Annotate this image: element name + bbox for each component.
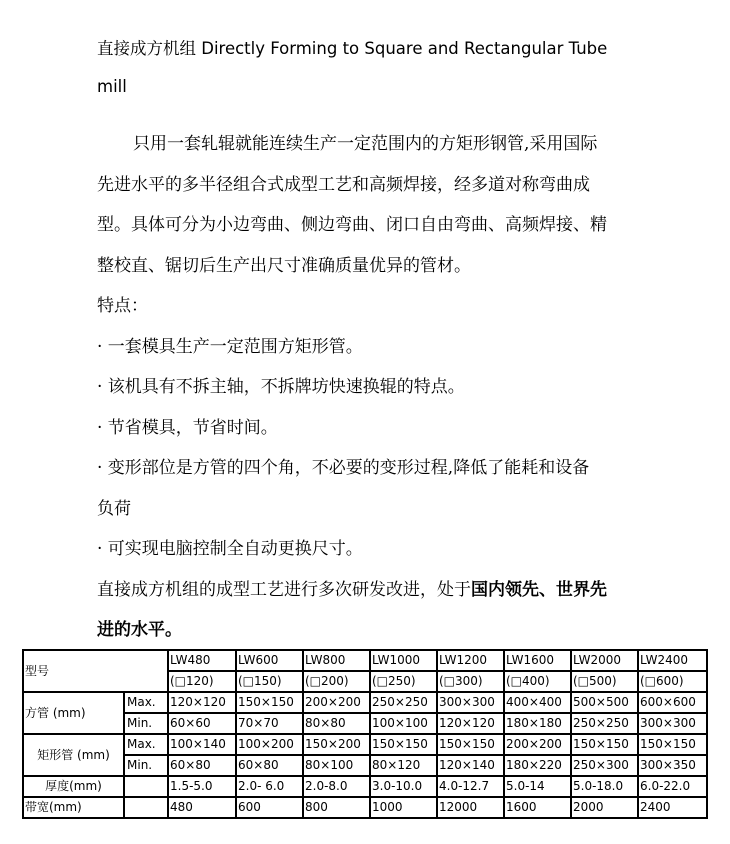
thickness-row: [23, 776, 707, 797]
thickness-label: 厚度(mm): [23, 776, 124, 797]
feature-item-continued: 负荷: [97, 498, 131, 519]
intro-line: 只用一套轧辊就能连续生产一定范围内的方矩形钢管,采用国际: [133, 134, 598, 154]
table-cell: 150×150: [370, 734, 437, 755]
table-cell: 60×80: [168, 755, 236, 776]
intro-line: 整校直、锯切后生产出尺寸准确质量优异的管材。: [97, 255, 471, 276]
table-cell: 800: [303, 797, 370, 818]
table-cell: 100×100: [370, 713, 437, 734]
intro-line: 型。具体可分为小边弯曲、侧边弯曲、闭口自由弯曲、高频焊接、精: [97, 215, 607, 235]
model-size: (□150): [236, 671, 303, 692]
spec-table: [22, 649, 708, 819]
model-name: LW480: [168, 650, 236, 671]
table-cell: 600×600: [638, 692, 707, 713]
table-cell: 80×80: [303, 713, 370, 734]
table-cell: 150×200: [303, 734, 370, 755]
table-cell: 2000: [571, 797, 638, 818]
feature-item: · 节省模具，节省时间。: [97, 417, 278, 438]
table-cell: 6.0-22.0: [638, 776, 707, 797]
table-cell: 200×200: [504, 734, 571, 755]
conclusion-bold: 国内领先、世界先: [471, 579, 607, 600]
table-cell: 5.0-18.0: [571, 776, 638, 797]
table-cell: 1000: [370, 797, 437, 818]
min-label: Min.: [124, 713, 168, 734]
table-cell: 250×300: [571, 755, 638, 776]
model-name: LW2000: [571, 650, 638, 671]
feature-item: · 该机具有不拆主轴，不拆牌坊快速换辊的特点。: [97, 377, 465, 397]
table-cell: 250×250: [370, 692, 437, 713]
table-cell: 100×140: [168, 734, 236, 755]
features-heading: 特点：: [97, 296, 148, 316]
table-cell: 3.0-10.0: [370, 776, 437, 797]
model-size: (□600): [638, 671, 707, 692]
model-size: (□200): [303, 671, 370, 692]
intro-line: 先进水平的多半径组合式成型工艺和高频焊接，经多道对称弯曲成: [97, 174, 590, 195]
table-cell: 300×300: [437, 692, 504, 713]
model-size: (□400): [504, 671, 571, 692]
rect-tube-label: 矩形管 (mm): [23, 734, 124, 776]
table-cell: 12000: [437, 797, 504, 818]
empty-cell: [124, 776, 168, 797]
table-cell: 500×500: [571, 692, 638, 713]
table-cell: 180×220: [504, 755, 571, 776]
table-cell: 480: [168, 797, 236, 818]
rect-min-row: [23, 755, 707, 776]
table-cell: 2400: [638, 797, 707, 818]
empty-cell: [124, 797, 168, 818]
table-cell: 150×150: [638, 734, 707, 755]
model-name: LW800: [303, 650, 370, 671]
document-title: [97, 30, 657, 106]
min-label: Min.: [124, 755, 168, 776]
table-cell: 150×150: [571, 734, 638, 755]
model-label: 型号: [23, 650, 168, 692]
table-cell: 150×150: [236, 692, 303, 713]
model-size: (□500): [571, 671, 638, 692]
model-name: LW600: [236, 650, 303, 671]
title-line-1: 直接成方机组 Directly Forming to Square and Rectangular Tube: [97, 39, 608, 58]
table-cell: 80×120: [370, 755, 437, 776]
table-cell: 200×200: [303, 692, 370, 713]
conclusion-line-1: [97, 570, 637, 611]
body-text: [97, 124, 637, 651]
table-cell: 60×80: [236, 755, 303, 776]
table-cell: 300×350: [638, 755, 707, 776]
table-cell: 120×140: [437, 755, 504, 776]
table-cell: 150×150: [437, 734, 504, 755]
table-cell: 300×300: [638, 713, 707, 734]
strip-width-row: [23, 797, 707, 818]
rect-max-row: [23, 734, 707, 755]
model-name: LW1600: [504, 650, 571, 671]
model-row: [23, 650, 707, 671]
model-size: (□300): [437, 671, 504, 692]
table-cell: 80×100: [303, 755, 370, 776]
table-cell: 400×400: [504, 692, 571, 713]
feature-item: · 可实现电脑控制全自动更换尺寸。: [97, 539, 363, 559]
table-cell: 120×120: [437, 713, 504, 734]
table-cell: 180×180: [504, 713, 571, 734]
feature-item: · 一套模具生产一定范围方矩形管。: [97, 336, 363, 357]
table-cell: 60×60: [168, 713, 236, 734]
table-cell: 600: [236, 797, 303, 818]
table-cell: 1600: [504, 797, 571, 818]
model-size: (□250): [370, 671, 437, 692]
table-cell: 2.0-8.0: [303, 776, 370, 797]
square-min-row: [23, 713, 707, 734]
table-cell: 1.5-5.0: [168, 776, 236, 797]
table-cell: 4.0-12.7: [437, 776, 504, 797]
title-line-2: mill: [97, 77, 127, 96]
table-cell: 70×70: [236, 713, 303, 734]
square-max-row: [23, 692, 707, 713]
table-cell: 250×250: [571, 713, 638, 734]
table-cell: 100×200: [236, 734, 303, 755]
strip-width-label: 带宽(mm): [23, 797, 124, 818]
table-cell: 2.0- 6.0: [236, 776, 303, 797]
model-name: LW1000: [370, 650, 437, 671]
max-label: Max.: [124, 692, 168, 713]
square-tube-label: 方管 (mm): [23, 692, 124, 734]
conclusion-bold-end: 进的水平。: [97, 620, 182, 640]
conclusion-line-2: [97, 610, 637, 651]
feature-item: · 变形部位是方管的四个角，不必要的变形过程,降低了能耗和设备: [97, 458, 590, 478]
conclusion-normal: 直接成方机组的成型工艺进行多次研发改进，处于: [97, 579, 471, 600]
table-cell: 120×120: [168, 692, 236, 713]
model-name: LW2400: [638, 650, 707, 671]
max-label: Max.: [124, 734, 168, 755]
model-size: (□120): [168, 671, 236, 692]
table-cell: 5.0-14: [504, 776, 571, 797]
model-name: LW1200: [437, 650, 504, 671]
